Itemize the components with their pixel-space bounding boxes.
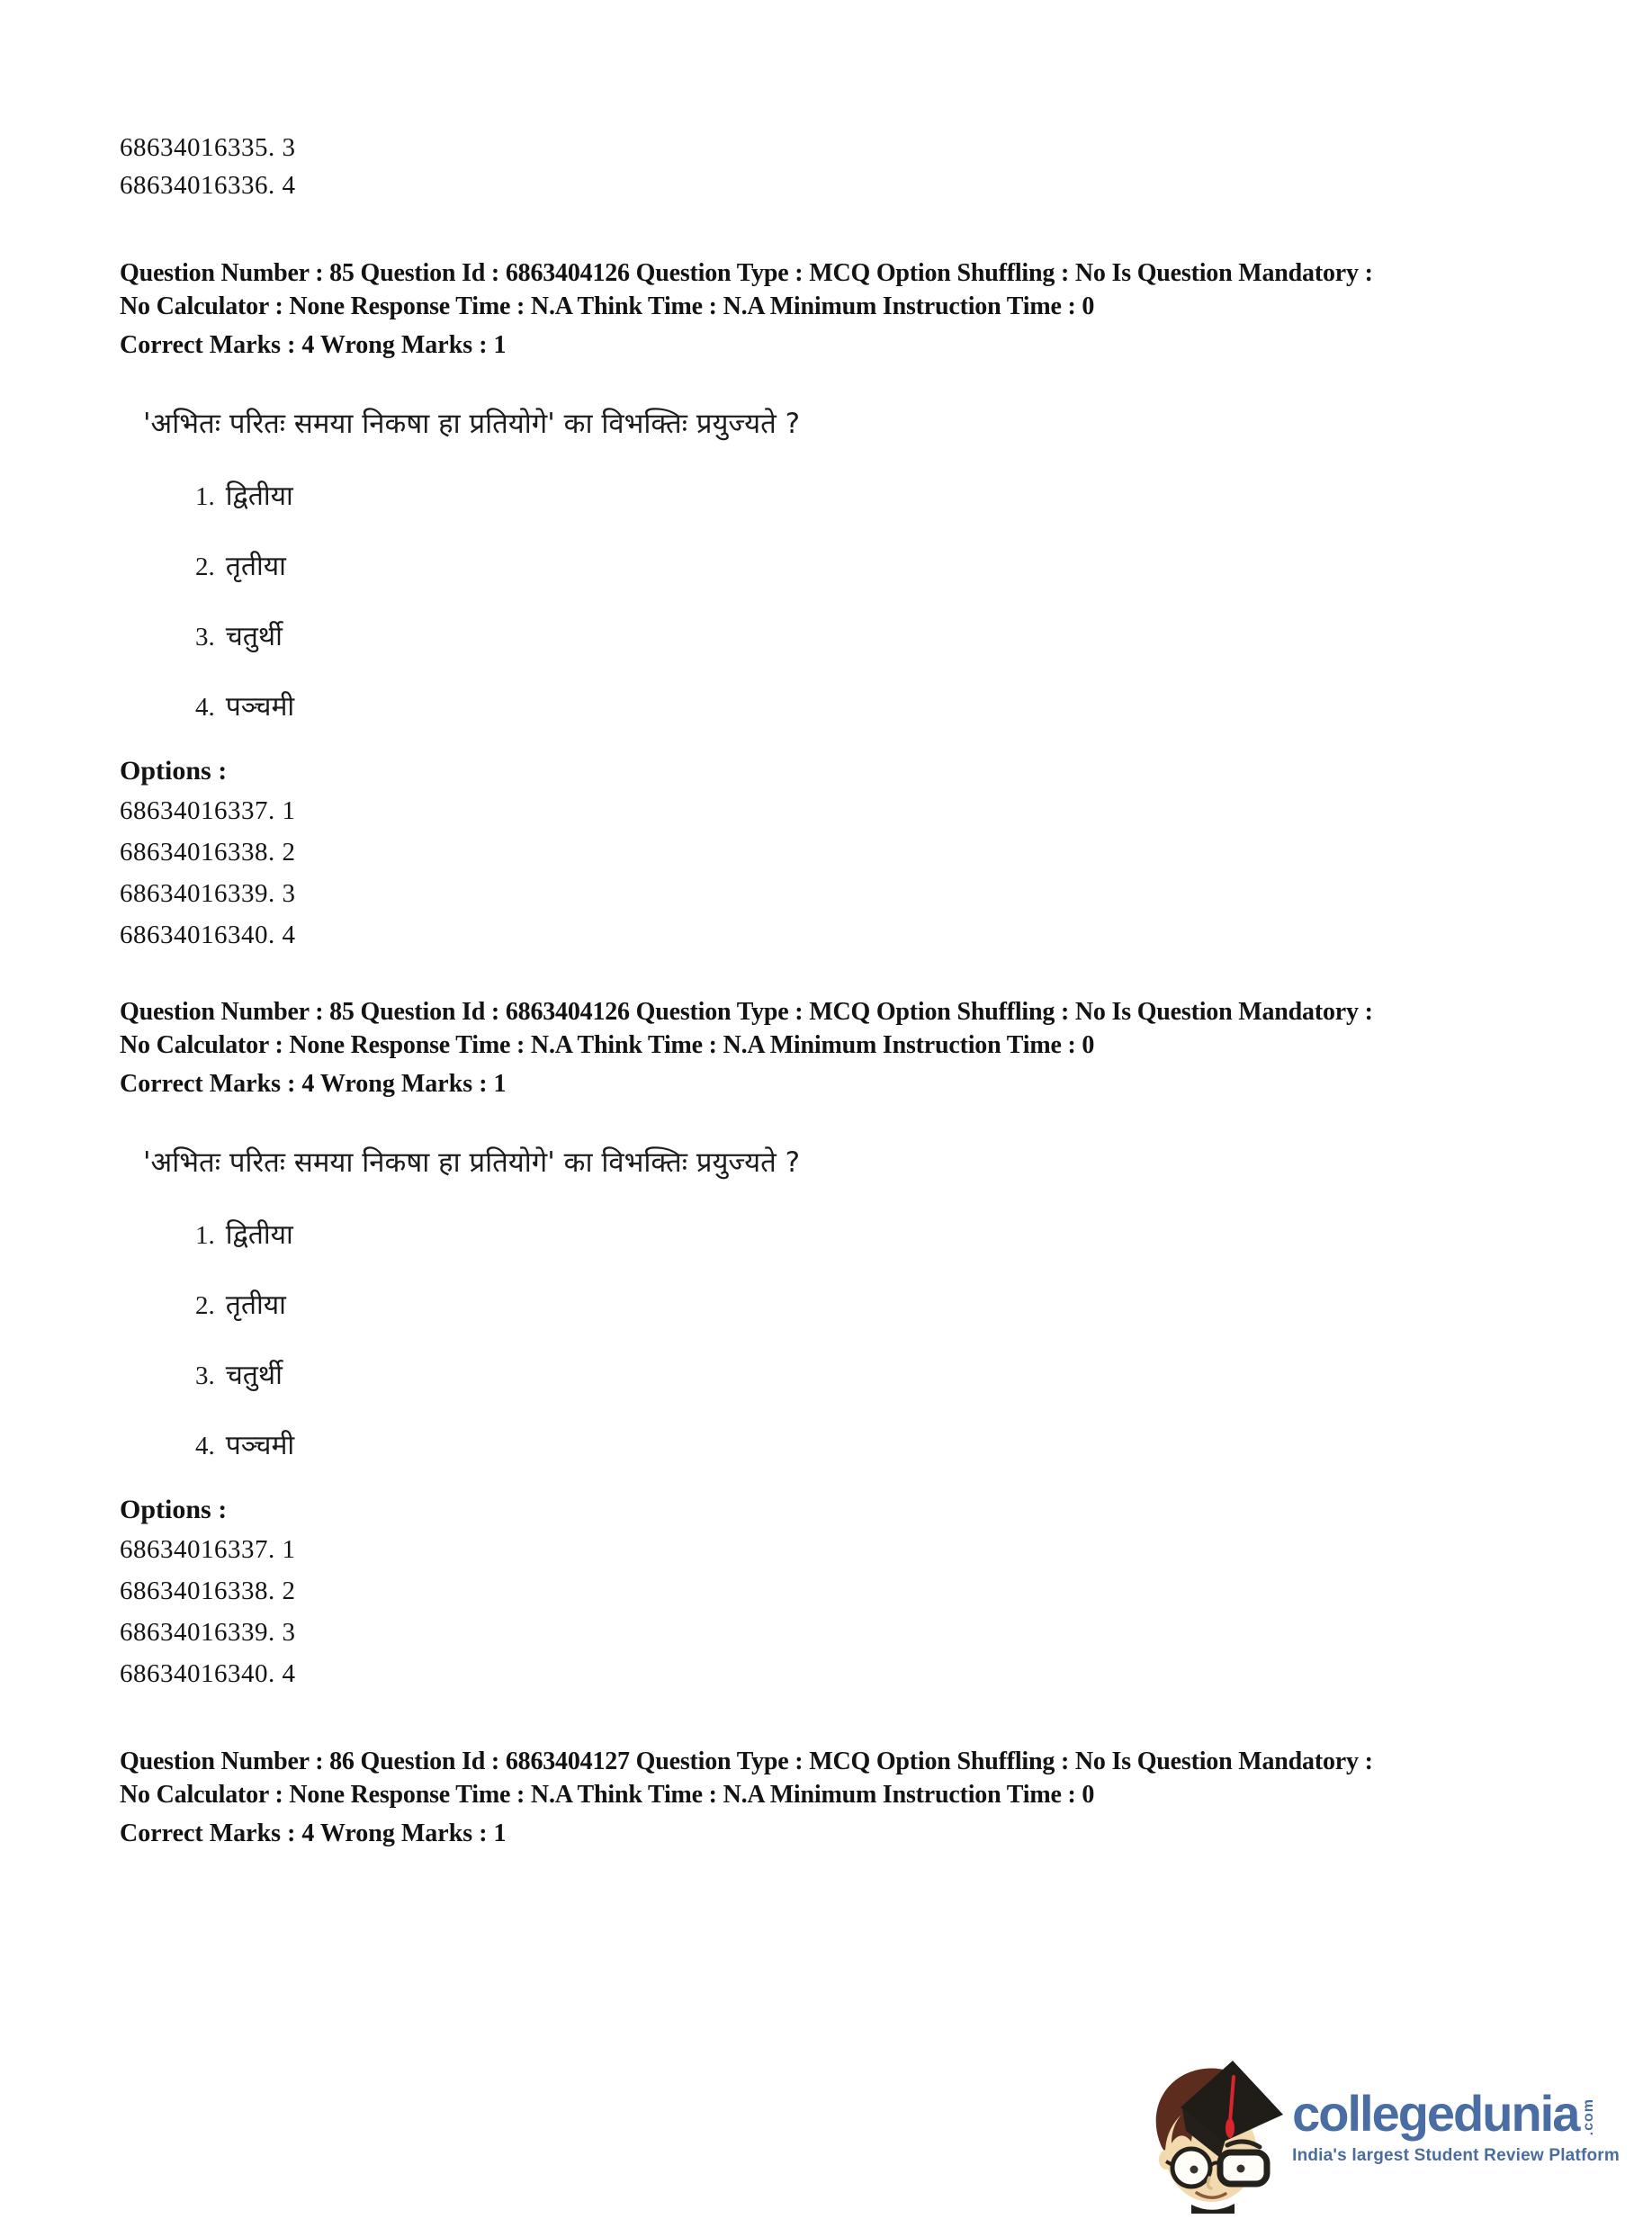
choice-number: 4.: [195, 693, 215, 722]
marks-line: Correct Marks : 4 Wrong Marks : 1: [120, 1070, 507, 1098]
choice-label: चतुर्थी: [225, 1360, 283, 1391]
option-value: 3: [282, 879, 296, 908]
question-block-85: [120, 256, 1571, 956]
choice-number: 2.: [195, 1291, 215, 1320]
question-meta-line2: No Calculator : None Response Time : N.A Think Time : N.A Minimum Instruction Time : 0: [120, 1781, 1095, 1809]
choice-number: 1.: [195, 482, 215, 511]
option-id: 68634016340.: [120, 921, 275, 949]
choice-list: [120, 1212, 1571, 1469]
option-value: 2: [282, 1577, 296, 1605]
question-text: 'अभितः परितः समया निकषा हा प्रतियोगे' का विभक्तिः प्रयुज्यते ?: [143, 408, 801, 440]
option-value: 1: [282, 796, 296, 825]
option-id: 68634016339.: [120, 1618, 275, 1647]
choice-item: [195, 1282, 1571, 1329]
option-id-line: [120, 129, 1571, 166]
choice-item: [195, 1352, 1571, 1399]
question-meta-header: [120, 1745, 1571, 1811]
choice-number: 3.: [195, 1361, 215, 1390]
option-id: 68634016337.: [120, 796, 275, 825]
choice-item: [195, 1212, 1571, 1259]
option-id-line: [120, 831, 1571, 873]
option-id: 68634016337.: [120, 1535, 275, 1564]
collegedunia-brand-text: collegedunia: [1292, 2085, 1579, 2142]
choice-label: तृतीया: [225, 551, 286, 582]
option-id: 68634016339.: [120, 879, 275, 908]
choice-number: 2.: [195, 553, 215, 581]
choice-label: द्वितीया: [225, 481, 293, 512]
question-meta-line2: No Calculator : None Response Time : N.A Think Time : N.A Minimum Instruction Time : 0: [120, 1031, 1095, 1059]
question-block-85-duplicate: [120, 995, 1571, 1694]
question-meta-line1: Question Number : 86 Question Id : 6863404127 Question Type : MCQ Option Shuffling : No Is Question Mandatory :: [120, 1747, 1373, 1775]
question-meta-line1: Question Number : 85 Question Id : 6863404126 Question Type : MCQ Option Shuffling : No Is Question Mandatory :: [120, 998, 1373, 1026]
collegedunia-logo-text: [1292, 2085, 1620, 2175]
option-id-line: [120, 166, 1571, 204]
previous-question-option-ids: [120, 129, 1571, 204]
choice-number: 4.: [195, 1432, 215, 1460]
options-label: Options :: [120, 756, 228, 786]
option-id-list: [120, 1529, 1571, 1694]
option-id: 68634016340.: [120, 1659, 275, 1688]
option-value: 3: [282, 133, 296, 162]
marks-line: Correct Marks : 4 Wrong Marks : 1: [120, 331, 507, 359]
option-id-line: [120, 1529, 1571, 1570]
question-meta-header: [120, 256, 1571, 323]
choice-label: पञ्चमी: [225, 691, 295, 723]
question-meta-header: [120, 995, 1571, 1062]
marks-line: Correct Marks : 4 Wrong Marks : 1: [120, 1819, 507, 1847]
question-meta-line2: No Calculator : None Response Time : N.A Think Time : N.A Minimum Instruction Time : 0: [120, 292, 1095, 320]
option-value: 4: [282, 1659, 296, 1688]
option-id: 68634016335.: [120, 133, 275, 162]
collegedunia-tld-text: .com: [1581, 2098, 1597, 2135]
choice-label: तृतीया: [225, 1289, 286, 1321]
choice-label: चतुर्थी: [225, 621, 283, 652]
option-id-line: [120, 1570, 1571, 1612]
option-value: 3: [282, 1618, 296, 1647]
options-label: Options :: [120, 1495, 228, 1524]
question-text: 'अभितः परितः समया निकषा हा प्रतियोगे' का विभक्तिः प्रयुज्यते ?: [143, 1146, 801, 1179]
choice-item: [195, 1423, 1571, 1469]
choice-list: [120, 473, 1571, 731]
option-value: 1: [282, 1535, 296, 1564]
choice-item: [195, 544, 1571, 590]
option-id: 68634016338.: [120, 838, 275, 867]
option-id-line: [120, 790, 1571, 831]
option-id-line: [120, 914, 1571, 956]
choice-number: 3.: [195, 623, 215, 651]
choice-number: 1.: [195, 1221, 215, 1250]
collegedunia-logo: [1145, 2050, 1620, 2214]
option-id-line: [120, 873, 1571, 914]
collegedunia-tagline: India's largest Student Review Platform: [1292, 2146, 1620, 2165]
choice-item: [195, 684, 1571, 731]
option-value: 2: [282, 838, 296, 867]
collegedunia-mascot-icon: [1145, 2050, 1287, 2214]
choice-item: [195, 473, 1571, 520]
option-id-list: [120, 790, 1571, 956]
option-id-line: [120, 1653, 1571, 1694]
option-value: 4: [282, 171, 296, 200]
choice-label: पञ्चमी: [225, 1430, 295, 1461]
question-meta-line1: Question Number : 85 Question Id : 6863404126 Question Type : MCQ Option Shuffling : No Is Question Mandatory :: [120, 259, 1373, 287]
choice-item: [195, 614, 1571, 660]
option-id-line: [120, 1612, 1571, 1653]
option-id: 68634016336.: [120, 171, 275, 200]
option-id: 68634016338.: [120, 1577, 275, 1605]
option-value: 4: [282, 921, 296, 949]
choice-label: द्वितीया: [225, 1219, 293, 1251]
question-block-86: [120, 1745, 1571, 1850]
